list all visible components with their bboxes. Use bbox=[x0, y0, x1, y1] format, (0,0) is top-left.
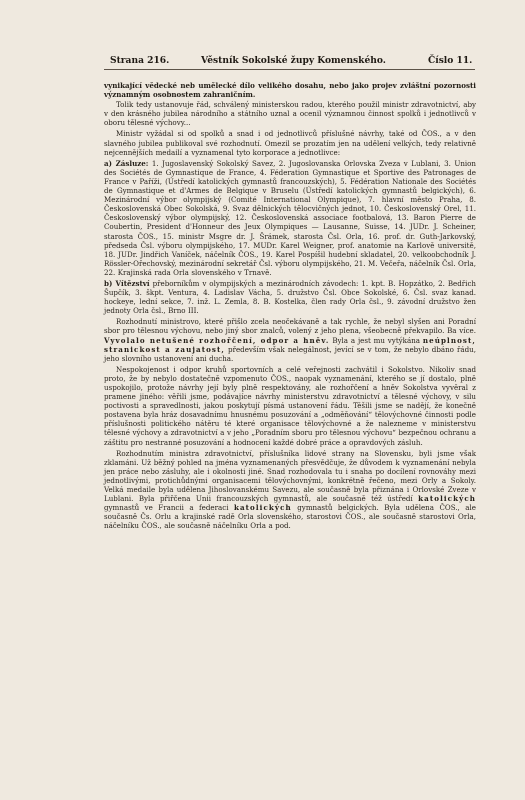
opening-paragraph: vynikající vědecké neb umělecké dílo velikého dosahu, nebo jako projev zvláštní pozornosti významným osobnostem zahraničním. bbox=[104, 81, 476, 100]
page-number: Strana 216. bbox=[110, 55, 170, 66]
reaction-start: Rozhodnutí ministrovo, které přišlo zcela neočekávaně a tak rychle, že nebyl slyšen ani Poradní sbor pro tělesnou výchovu, nebo jiný sbor znalců, volený z jeho plena, všeobecně překvapilo. Ba více. bbox=[104, 317, 476, 336]
header-rule bbox=[104, 69, 475, 70]
reaction-spaced-1: Vyvolalo netušené rozhořčení, odpor a hněv. bbox=[104, 335, 330, 345]
victory-awards-label: b) Vítězství bbox=[104, 278, 150, 288]
reaction-spaced-2: neúplnost, stranickost a zaujatost, bbox=[104, 335, 476, 354]
journal-title: Věstník Sokolské župy Komenského. bbox=[201, 55, 386, 66]
paragraph-decision-analysis bbox=[104, 449, 476, 531]
merit-awards-paragraph bbox=[104, 159, 476, 277]
analysis-spaced-1: katolických bbox=[418, 494, 476, 504]
analysis-start: Rozhodnutím ministra zdravotnictví, příslušníka lidové strany na Slovensku, byli jsme však zklamáni. Už běžný pohled na jména vyznamenaných přesvědčuje, že důvodem k vyznamenání nebyla jen práce nebo zásluhy, ale i okolnosti jiné. Snad rozhodovala tu i snaha po docílení rovnováhy mezi jednotlivými, protichůdnými organisacemi tělovýchovnými, konkrétně řečeno, mezi Orly a Sokoly. Velká medaile byla udělena Jihoslovanskému Savezu, ale současně byla přiznána i Orlovské Zveze v Lublani. Byla přiřčena Unii francouzských gymnastů, ale současně též ústředí bbox=[104, 448, 476, 504]
analysis-mid: gymnastů ve Francii a federaci bbox=[104, 503, 229, 513]
reaction-mid: Byla a jest mu vytýkána bbox=[332, 335, 421, 345]
merit-awards-text: 1. Jugoslavenský Sokolský Savez, 2. Jugoslovanska Orlovska Zveza v Lublani, 3. Union des Sociétés de Gymnastique de France, 4. Féderation Gymnastique et Sportive des Patronages de France v Paříži, (Ústředí katolických gymnastů francouzských), 5. Fédération Nationale des Sociétés de Gymnastique et d'Armes de Belgique v Bruselu (Ústředí katolických gymnastů belgických), 6. Mezinárodní výbor olympijský (Comité International Olympique), 7. hlavní město Praha, 8. Československá Obec Sokolská, 9. Svaz dělnických tělocvičných jednot, 10. Československý Orel, 11. Československý výbor olympijský, 12. Československá associace footbalová, 13. Baron Pierre de Coubertin, President d'Honneur des Jeux Olympiques — Lausanne, Suisse, 14. JUDr. J. Scheiner, starosta ČOS., 15. ministr Msgre dr. J. Šrámek, starosta Čsl. Orla, 16. prof. dr. Guth-Jarkovský, předseda Čsl. výboru olympijského, 17. MUDr. Karel Weigner, prof. anatomie na Karlově universitě, 18. JUDr. Jindřich Vaníček, náčelník ČOS., 19. Karel Pospíšil hudební skladatel, 20. velkoobchodník J. Rössler-Ořechovský, mezinárodní sekretář Čsl. výboru olympijského, 21. M. Večeřa, náčelník Čsl. Orla, 22. Krajinská rada Orla slovenského v Trnavě. bbox=[104, 158, 476, 277]
analysis-end: gymnastů belgických. Byla udělena ČOS., ale současně Čs. Orlu a krajinské radě Orla slovenského, starostovi ČOS., ale současně starostovi Orla, náčelníku ČOS., ale současně náčelníku Orla a pod. bbox=[104, 503, 476, 531]
issue-number: Číslo 11. bbox=[428, 55, 473, 66]
analysis-spaced-2: katolických bbox=[233, 503, 292, 513]
reaction-end: především však nelegálnost, jevící se v tom, že nebylo dbáno řádu, jeho slovního ustanovení ani ducha. bbox=[104, 344, 476, 363]
paragraph-rule-description: Tolik tedy ustanovuje řád, schválený ministerskou radou, kterého použil ministr zdravotnictví, aby v den krásného jubilea národního a státního uznal a ocenil významnou činnost spolků i jednotlivců v oboru tělesné výchovy... bbox=[104, 100, 476, 128]
paragraph-reaction bbox=[104, 317, 476, 362]
paragraph-ministry-decision: Ministr vyžádal si od spolků a snad i od jednotlivců příslušné návrhy, také od ČOS., a v den slavného jubilea publikoval své rozhodnutí. Omezil se prozatím jen na udělení velkých, tedy relativně nejcennějších medailí a vyznamenal tyto korporace a jednotlivce: bbox=[104, 129, 476, 157]
merit-awards-label: a) Zásluze: bbox=[104, 158, 149, 168]
merit-awards-list bbox=[104, 159, 476, 316]
page-header bbox=[104, 53, 475, 75]
victory-awards-text: přeborníkům v olympijských a mezinárodních závodech: 1. kpt. B. Hopzátko, 2. Bedřich Šupčík, 3. škpt. Ventura, 4. Ladislav Vácha, 5. družstvo Čsl. Obce Sokolské, 6. Čsl. svaz kanad. hockeye, lední sekce, 7. inž. L. Zemla, 8. B. Kostelka, člen rady Orla čsl., 9. závodní družstvo žen jednoty Orla čsl., Brno III. bbox=[104, 278, 476, 316]
article-body bbox=[104, 81, 476, 769]
victory-awards-paragraph bbox=[104, 279, 476, 315]
paragraph-discontent: Nespokojenost i odpor kruhů sportovních a celé veřejnosti zachvátil i Sokolstvo. Nikoliv snad proto, že by nebylo dostatečně vzpomenuto ČOS., naopak vyznamenání, kterého se jí dostalo, plně uspokojilo, protože návrhy její byly plně respektovány, ale rozhořčení a hněv Sokolstva vyvěral z pramene jiného: věřili jsme, podávajíce návrhy ministerstvu zdravotnictví a tělesné výchovy, v silu poctivosti a spravedlnosti, jakou poskytují písmá ustanovení řádu. Těšili jsme se nadějí, že konečně postavena byla hráz dosavadnímu hnusnému posuzování a „odměňování“ tělovýchovné činnosti podle příslušnosti politického nátěru té které organisace tělovýchovné a že nalezneme v ministerstvu tělesné výchovy a zdravotnictví a v jeho „Poradním sboru pro tělesnou výchovu“ bezpečnou ochranu a záštitu pro nestranné posuzování a hodnocení každé dobré práce a opravdových zásluh. bbox=[104, 364, 476, 447]
